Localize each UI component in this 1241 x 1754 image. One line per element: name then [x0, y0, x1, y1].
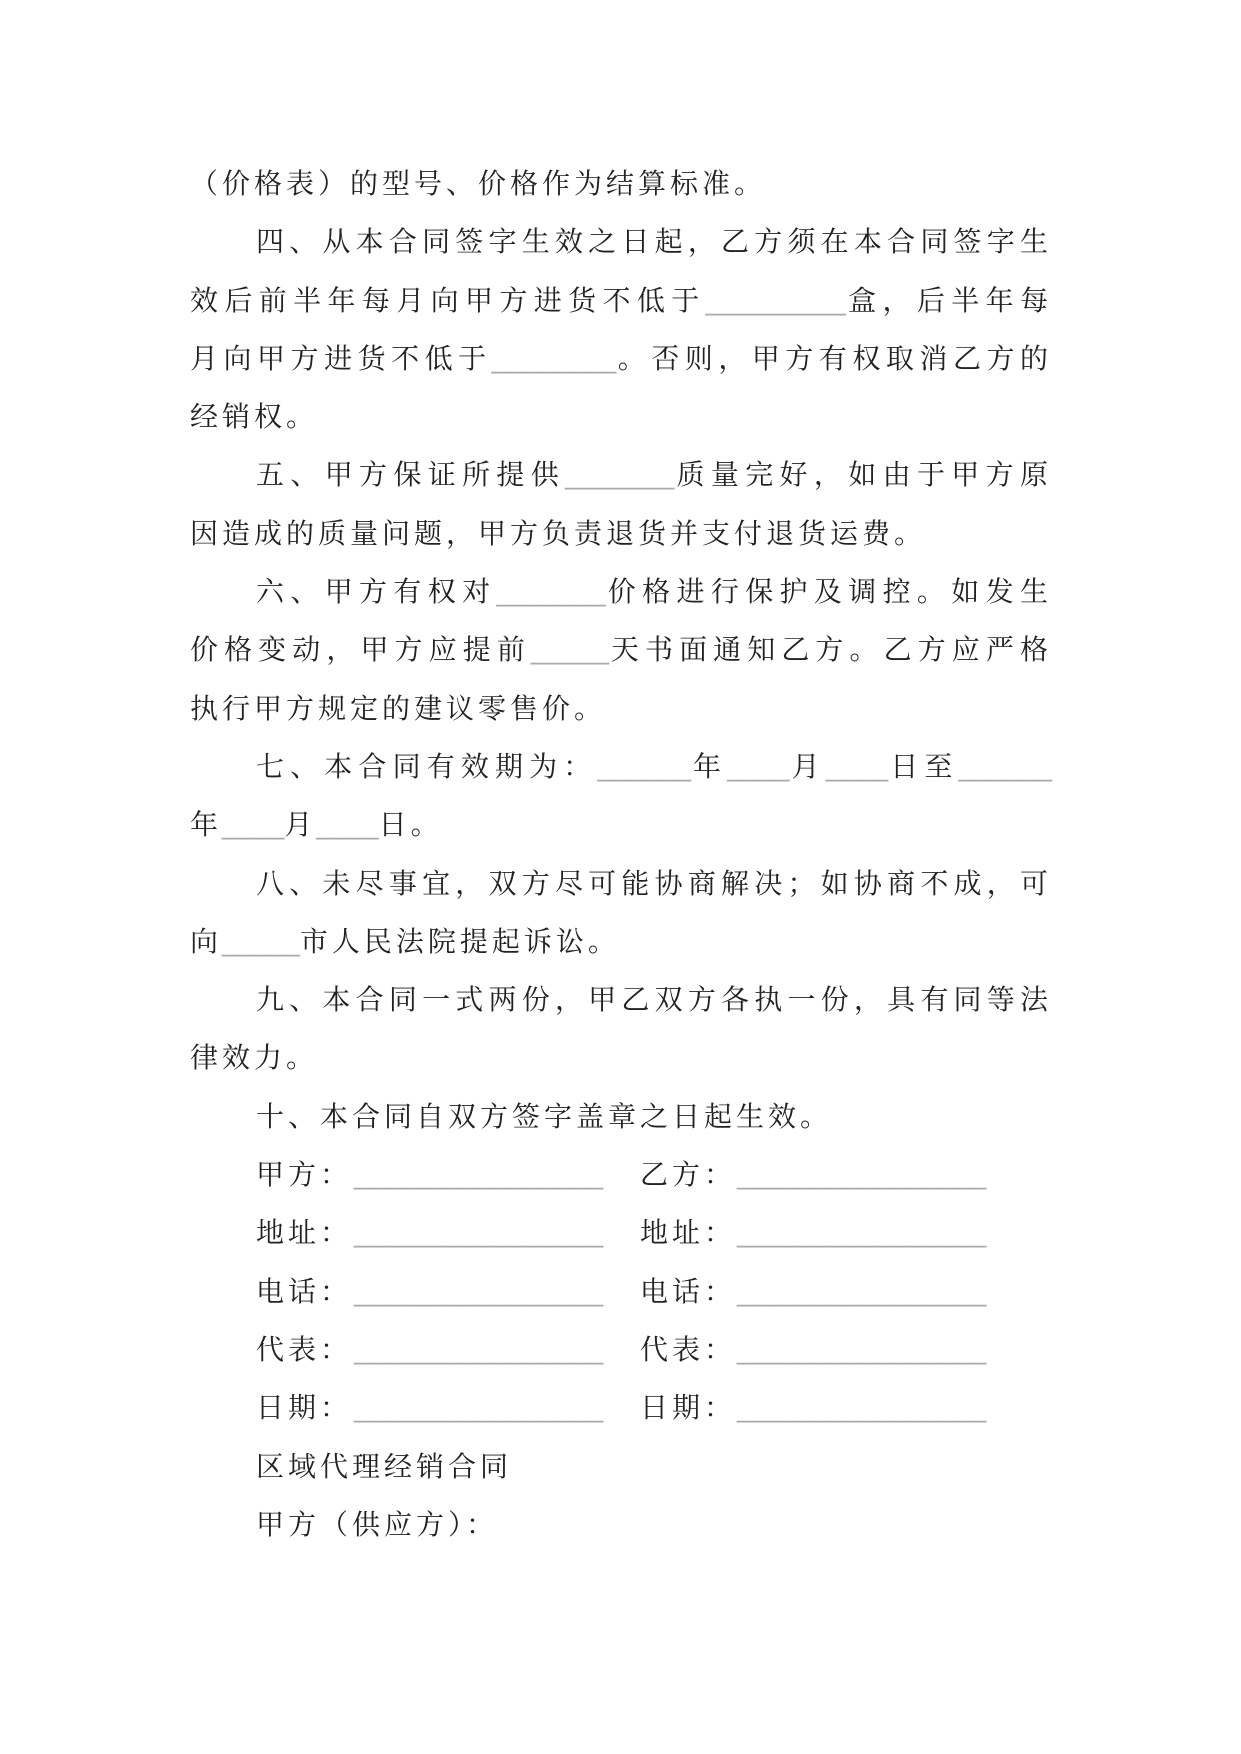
clause-text: 向 [190, 924, 223, 958]
contract-document [190, 155, 1052, 1554]
fill-in-blank[interactable]: ____ [222, 809, 285, 841]
signature-blank-party-a[interactable]: ________________ [354, 1217, 604, 1249]
signature-block [190, 1146, 1052, 1437]
fill-in-blank[interactable]: ____ [825, 750, 889, 782]
clause-text: 四、从本合同签字生效之日起，乙方须在本合同签字生 [256, 225, 1052, 259]
clause-text: 七、本合同有效期为： [256, 749, 598, 783]
clause-text: 八、未尽事宜，双方尽可能协商解决；如协商不成，可 [256, 866, 1052, 900]
clause-text: 年 [690, 749, 728, 783]
signature-blank-party-a[interactable]: ________________ [354, 1159, 604, 1191]
clause-text: 月 [284, 808, 317, 842]
clause-line [190, 680, 1052, 738]
signature-label-party-a: 地址： [256, 1216, 353, 1250]
fill-in-blank[interactable]: _______ [565, 459, 675, 491]
clause-line [190, 272, 1052, 330]
clause-text: 十、本合同自双方签字盖章之日起生效。 [256, 1099, 833, 1133]
signature-row [190, 1204, 1052, 1262]
clause-line [190, 563, 1052, 621]
signature-label-party-b: 电话： [640, 1274, 737, 1308]
clause-paragraph [190, 155, 1052, 213]
fill-in-blank[interactable]: _______ [496, 576, 606, 608]
clause-line [190, 155, 1052, 213]
clause-text: 日。 [378, 808, 443, 842]
fill-in-blank[interactable]: ________ [491, 342, 617, 374]
clause-text: 月向甲方进货不低于 [190, 341, 492, 375]
clause-paragraph [190, 971, 1052, 1088]
fill-in-blank[interactable]: _____ [222, 925, 300, 957]
clause-paragraph [190, 1088, 1052, 1146]
fill-in-blank[interactable]: ______ [958, 750, 1052, 782]
clause-text: （价格表）的型号、价格作为结算标准。 [190, 167, 767, 200]
clause-line [190, 388, 1052, 446]
clause-text: 年 [190, 808, 223, 842]
fill-in-blank[interactable]: _________ [705, 284, 846, 316]
signature-blank-party-a[interactable]: ________________ [354, 1333, 604, 1365]
signature-row [190, 1321, 1052, 1379]
clause-text: 五、甲方保证所提供 [256, 458, 566, 492]
fill-in-blank[interactable]: ____ [727, 750, 790, 782]
clause-paragraph [190, 213, 1052, 446]
clause-line [190, 330, 1052, 388]
clause-line [190, 796, 1052, 854]
clause-text: 月 [789, 749, 826, 783]
clause-text: 效后前半年每月向甲方进货不低于 [190, 283, 706, 317]
signature-label-party-a: 日期： [256, 1391, 353, 1425]
signature-blank-party-b[interactable]: ________________ [737, 1159, 987, 1191]
clause-line [190, 446, 1052, 504]
clause-line [190, 1029, 1052, 1087]
signature-blank-party-b[interactable]: ________________ [737, 1392, 987, 1424]
signature-blank-party-b[interactable]: ________________ [737, 1217, 987, 1249]
clause-line [190, 1088, 1052, 1146]
signature-row [190, 1263, 1052, 1321]
fill-in-blank[interactable]: ____ [316, 809, 379, 841]
signature-label-party-b: 代表： [640, 1332, 737, 1366]
clause-line [190, 621, 1052, 679]
clause-text: 盒，后半年每 [845, 283, 1052, 317]
clause-line [190, 971, 1052, 1029]
signature-label-party-b: 乙方： [640, 1158, 737, 1192]
signature-label-party-b: 地址： [640, 1216, 737, 1250]
signature-blank-party-b[interactable]: ________________ [737, 1275, 987, 1307]
clause-text: 六、甲方有权对 [256, 575, 497, 609]
clause-text: 因造成的质量问题，甲方负责退货并支付退货运费。 [190, 516, 927, 550]
clause-text: 经销权。 [190, 400, 319, 434]
clause-paragraph [190, 446, 1052, 563]
clause-line [190, 913, 1052, 971]
clause-text: 质量完好，如由于甲方原 [674, 458, 1052, 492]
clause-line [190, 505, 1052, 563]
clause-text: 律效力。 [190, 1041, 319, 1075]
clause-paragraph [190, 563, 1052, 738]
signature-label-party-b: 日期： [640, 1391, 737, 1425]
fill-in-blank[interactable]: ______ [597, 750, 691, 782]
signature-label-party-a: 电话： [256, 1274, 353, 1308]
fill-in-blank[interactable]: _____ [530, 634, 609, 666]
clause-paragraph [190, 738, 1052, 855]
contract-clauses [190, 155, 1052, 1146]
clause-line [190, 213, 1052, 271]
clause-text: 价格进行保护及调控。如发生 [605, 575, 1052, 609]
signature-blank-party-b[interactable]: ________________ [737, 1333, 987, 1365]
clause-text: 。否则，甲方有权取消乙方的 [616, 341, 1052, 375]
clause-paragraph [190, 855, 1052, 972]
clause-line [190, 738, 1052, 796]
next-contract-party-a: 甲方（供应方）： [256, 1507, 499, 1541]
next-contract-title: 区域代理经销合同 [256, 1449, 513, 1483]
signature-blank-party-a[interactable]: ________________ [354, 1275, 604, 1307]
clause-text: 九、本合同一式两份，甲乙双方各执一份，具有同等法 [256, 983, 1052, 1017]
signature-label-party-a: 甲方： [256, 1158, 353, 1192]
clause-text: 天书面通知乙方。乙方应严格 [608, 633, 1052, 667]
signature-row [190, 1379, 1052, 1437]
clause-text: 市人民法院提起诉讼。 [299, 924, 620, 958]
signature-row [190, 1146, 1052, 1204]
clause-line [190, 855, 1052, 913]
clause-text: 价格变动，甲方应提前 [190, 633, 531, 667]
clause-text: 日至 [888, 749, 959, 783]
signature-label-party-a: 代表： [256, 1332, 353, 1366]
signature-blank-party-a[interactable]: ________________ [354, 1392, 604, 1424]
clause-text: 执行甲方规定的建议零售价。 [190, 691, 607, 725]
